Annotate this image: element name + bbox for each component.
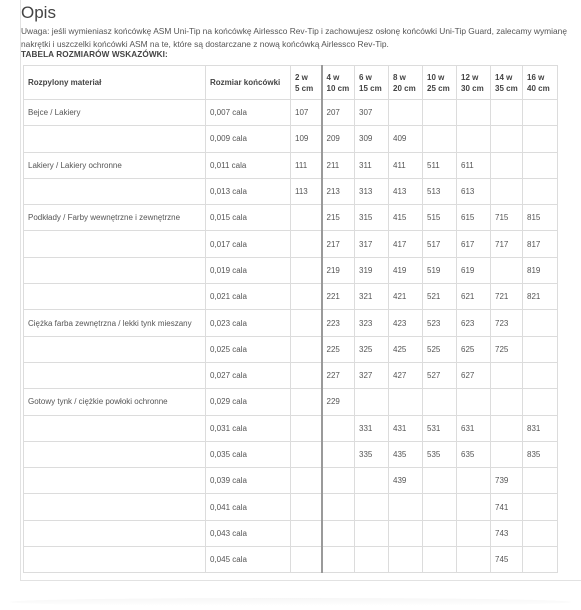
tip-code-cell <box>355 468 389 494</box>
header-col-14w: 14 w 35 cm <box>491 66 523 100</box>
material-cell <box>24 520 206 546</box>
tip-code-cell: 631 <box>457 415 491 441</box>
tip-code-cell: 435 <box>389 441 423 467</box>
tip-code-cell: 519 <box>423 257 457 283</box>
tip-code-cell: 431 <box>389 415 423 441</box>
material-cell <box>24 468 206 494</box>
table-row <box>24 231 558 257</box>
tip-code-cell: 413 <box>389 178 423 204</box>
material-cell: Bejce / Lakiery <box>24 100 206 126</box>
tip-code-cell <box>423 389 457 415</box>
tip-size-cell: 0,027 cala <box>206 362 291 388</box>
tip-code-cell <box>523 389 558 415</box>
tip-size-cell: 0,043 cala <box>206 520 291 546</box>
table-row <box>24 547 558 573</box>
tip-code-cell <box>523 468 558 494</box>
tip-code-cell <box>457 126 491 152</box>
tip-code-cell <box>491 152 523 178</box>
tip-code-cell: 331 <box>355 415 389 441</box>
header-col-16w: 16 w 40 cm <box>523 66 558 100</box>
tip-code-cell: 335 <box>355 441 389 467</box>
tip-code-cell <box>523 520 558 546</box>
tip-size-cell: 0,007 cala <box>206 100 291 126</box>
tip-code-cell: 835 <box>523 441 558 467</box>
table-row <box>24 178 558 204</box>
tip-code-cell: 319 <box>355 257 389 283</box>
tip-code-cell <box>291 520 322 546</box>
tip-code-cell <box>291 441 322 467</box>
tip-size-cell: 0,045 cala <box>206 547 291 573</box>
tip-size-cell: 0,023 cala <box>206 310 291 336</box>
material-cell <box>24 126 206 152</box>
tip-code-cell <box>322 520 355 546</box>
table-header-row <box>24 66 558 100</box>
tip-code-cell: 831 <box>523 415 558 441</box>
tip-code-cell <box>457 100 491 126</box>
tip-code-cell: 221 <box>322 284 355 310</box>
tip-code-cell: 515 <box>423 205 457 231</box>
tip-code-cell: 415 <box>389 205 423 231</box>
tip-code-cell: 417 <box>389 231 423 257</box>
material-cell: Lakiery / Lakiery ochronne <box>24 152 206 178</box>
tip-code-cell <box>291 362 322 388</box>
tip-code-cell: 225 <box>322 336 355 362</box>
header-col-4w: 4 w 10 cm <box>322 66 355 100</box>
header-col-12w: 12 w 30 cm <box>457 66 491 100</box>
tip-code-cell: 715 <box>491 205 523 231</box>
tip-code-cell: 513 <box>423 178 457 204</box>
table-caption: TABELA ROZMIARÓW WSKAZÓWKI: <box>21 50 168 59</box>
tip-code-cell <box>523 126 558 152</box>
tip-code-cell <box>523 494 558 520</box>
tip-code-cell <box>491 100 523 126</box>
description-note: Uwaga: jeśli wymieniasz końcówkę ASM Uni-Tip na końcówkę Airlessco Rev-Tip i zachowujesz osłonę końcówki Uni-Tip Guard, zalecamy wymianę nakrętki i uszczelki końcówki ASM na te, które są dostarczane z nową końcówką Airlessco Rev-Tip. <box>21 26 567 49</box>
tip-size-table <box>23 65 558 573</box>
tip-code-cell: 721 <box>491 284 523 310</box>
tip-code-cell <box>322 547 355 573</box>
tip-size-cell: 0,009 cala <box>206 126 291 152</box>
table-body <box>24 100 558 573</box>
tip-code-cell: 725 <box>491 336 523 362</box>
table-row <box>24 284 558 310</box>
tip-code-cell <box>291 415 322 441</box>
tip-code-cell <box>457 389 491 415</box>
material-cell <box>24 178 206 204</box>
tip-size-cell: 0,029 cala <box>206 389 291 415</box>
page-shadow <box>10 598 571 606</box>
tip-code-cell: 317 <box>355 231 389 257</box>
table-row <box>24 441 558 467</box>
tip-code-cell <box>355 547 389 573</box>
table-row <box>24 152 558 178</box>
tip-code-cell <box>491 178 523 204</box>
tip-size-cell: 0,041 cala <box>206 494 291 520</box>
table-row <box>24 257 558 283</box>
tip-code-cell: 109 <box>291 126 322 152</box>
tip-code-cell <box>291 257 322 283</box>
tip-code-cell <box>291 494 322 520</box>
tip-size-cell: 0,011 cala <box>206 152 291 178</box>
table-row <box>24 205 558 231</box>
tip-code-cell <box>423 494 457 520</box>
tip-code-cell <box>491 257 523 283</box>
tip-code-cell: 107 <box>291 100 322 126</box>
tip-code-cell <box>291 468 322 494</box>
tip-code-cell <box>291 205 322 231</box>
material-cell <box>24 257 206 283</box>
tip-code-cell: 635 <box>457 441 491 467</box>
material-cell: Gotowy tynk / ciężkie powłoki ochronne <box>24 389 206 415</box>
tip-code-cell <box>423 520 457 546</box>
tip-code-cell <box>423 100 457 126</box>
tip-size-cell: 0,025 cala <box>206 336 291 362</box>
tip-code-cell <box>523 310 558 336</box>
tip-code-cell: 623 <box>457 310 491 336</box>
tip-code-cell: 229 <box>322 389 355 415</box>
tip-code-cell <box>491 126 523 152</box>
table-row <box>24 310 558 336</box>
tip-code-cell <box>322 468 355 494</box>
tip-code-cell: 521 <box>423 284 457 310</box>
tip-code-cell: 423 <box>389 310 423 336</box>
table-row <box>24 126 558 152</box>
tip-code-cell: 223 <box>322 310 355 336</box>
tip-code-cell <box>491 362 523 388</box>
tip-code-cell: 613 <box>457 178 491 204</box>
tip-code-cell: 619 <box>457 257 491 283</box>
material-cell <box>24 336 206 362</box>
tip-code-cell: 409 <box>389 126 423 152</box>
tip-code-cell: 217 <box>322 231 355 257</box>
header-col-2w: 2 w 5 cm <box>291 66 322 100</box>
tip-code-cell <box>355 494 389 520</box>
tip-code-cell: 615 <box>457 205 491 231</box>
table-row <box>24 362 558 388</box>
material-cell <box>24 284 206 310</box>
tip-size-cell: 0,017 cala <box>206 231 291 257</box>
tip-code-cell: 625 <box>457 336 491 362</box>
tip-code-cell: 821 <box>523 284 558 310</box>
table-row <box>24 494 558 520</box>
tip-code-cell: 611 <box>457 152 491 178</box>
material-cell <box>24 494 206 520</box>
tip-code-cell <box>291 310 322 336</box>
table-row <box>24 415 558 441</box>
tip-code-cell: 739 <box>491 468 523 494</box>
header-material: Rozpylony materiał <box>24 66 206 100</box>
tip-size-cell: 0,013 cala <box>206 178 291 204</box>
tip-code-cell: 321 <box>355 284 389 310</box>
tip-code-cell <box>523 178 558 204</box>
tip-code-cell <box>322 441 355 467</box>
tip-code-cell: 309 <box>355 126 389 152</box>
material-cell <box>24 441 206 467</box>
header-size: Rozmiar końcówki <box>206 66 291 100</box>
tip-code-cell <box>457 547 491 573</box>
tip-size-cell: 0,021 cala <box>206 284 291 310</box>
tip-code-cell <box>322 494 355 520</box>
tip-code-cell <box>389 389 423 415</box>
tip-code-cell: 439 <box>389 468 423 494</box>
header-col-6w: 6 w 15 cm <box>355 66 389 100</box>
tip-code-cell: 227 <box>322 362 355 388</box>
tip-code-cell <box>491 389 523 415</box>
tip-code-cell <box>291 231 322 257</box>
tip-code-cell: 209 <box>322 126 355 152</box>
tip-code-cell: 315 <box>355 205 389 231</box>
material-cell <box>24 547 206 573</box>
tip-code-cell: 517 <box>423 231 457 257</box>
tip-code-cell <box>355 389 389 415</box>
tip-code-cell: 427 <box>389 362 423 388</box>
table-row <box>24 389 558 415</box>
tip-code-cell: 717 <box>491 231 523 257</box>
table-row <box>24 468 558 494</box>
tip-code-cell: 213 <box>322 178 355 204</box>
tip-code-cell <box>523 152 558 178</box>
tip-code-cell: 525 <box>423 336 457 362</box>
table-row <box>24 336 558 362</box>
tip-code-cell <box>291 336 322 362</box>
header-col-8w: 8 w 20 cm <box>389 66 423 100</box>
tip-code-cell: 313 <box>355 178 389 204</box>
tip-code-cell <box>389 494 423 520</box>
tip-code-cell: 627 <box>457 362 491 388</box>
table-row <box>24 520 558 546</box>
tip-code-cell: 819 <box>523 257 558 283</box>
tip-code-cell: 307 <box>355 100 389 126</box>
tip-size-cell: 0,039 cala <box>206 468 291 494</box>
tip-code-cell <box>523 336 558 362</box>
tip-code-cell <box>523 547 558 573</box>
tip-code-cell <box>457 520 491 546</box>
tip-code-cell: 207 <box>322 100 355 126</box>
tip-code-cell: 421 <box>389 284 423 310</box>
tip-code-cell: 419 <box>389 257 423 283</box>
tip-code-cell <box>389 100 423 126</box>
tip-code-cell <box>457 468 491 494</box>
material-cell <box>24 415 206 441</box>
tip-size-cell: 0,031 cala <box>206 415 291 441</box>
tip-code-cell <box>523 100 558 126</box>
tip-code-cell: 311 <box>355 152 389 178</box>
tip-code-cell: 535 <box>423 441 457 467</box>
tip-code-cell <box>291 547 322 573</box>
tip-size-cell: 0,015 cala <box>206 205 291 231</box>
material-cell: Ciężka farba zewnętrzna / lekki tynk mieszany <box>24 310 206 336</box>
tip-size-cell: 0,035 cala <box>206 441 291 467</box>
tip-code-cell <box>491 415 523 441</box>
tip-code-cell: 527 <box>423 362 457 388</box>
tip-code-cell: 327 <box>355 362 389 388</box>
tip-code-cell <box>322 415 355 441</box>
tip-code-cell: 411 <box>389 152 423 178</box>
tip-code-cell <box>291 389 322 415</box>
tip-code-cell: 745 <box>491 547 523 573</box>
tip-code-cell: 425 <box>389 336 423 362</box>
tip-code-cell: 111 <box>291 152 322 178</box>
tip-code-cell: 323 <box>355 310 389 336</box>
tip-code-cell <box>423 547 457 573</box>
tip-code-cell <box>523 362 558 388</box>
material-cell <box>24 362 206 388</box>
tip-code-cell: 617 <box>457 231 491 257</box>
tip-code-cell: 511 <box>423 152 457 178</box>
tip-code-cell <box>355 520 389 546</box>
tip-code-cell: 621 <box>457 284 491 310</box>
tip-code-cell: 817 <box>523 231 558 257</box>
tip-code-cell: 113 <box>291 178 322 204</box>
tip-code-cell <box>491 441 523 467</box>
tip-code-cell <box>389 520 423 546</box>
page-title: Opis <box>21 3 56 22</box>
tip-code-cell: 325 <box>355 336 389 362</box>
tip-code-cell <box>423 126 457 152</box>
tip-code-cell: 219 <box>322 257 355 283</box>
tip-code-cell <box>457 494 491 520</box>
tip-code-cell: 211 <box>322 152 355 178</box>
tip-code-cell: 723 <box>491 310 523 336</box>
header-col-10w: 10 w 25 cm <box>423 66 457 100</box>
tip-code-cell: 215 <box>322 205 355 231</box>
tip-code-cell: 815 <box>523 205 558 231</box>
tip-code-cell: 741 <box>491 494 523 520</box>
tip-code-cell <box>291 284 322 310</box>
tip-size-cell: 0,019 cala <box>206 257 291 283</box>
tip-code-cell: 743 <box>491 520 523 546</box>
tip-code-cell <box>389 547 423 573</box>
material-cell <box>24 231 206 257</box>
tip-code-cell: 523 <box>423 310 457 336</box>
tip-code-cell <box>423 468 457 494</box>
table-row <box>24 100 558 126</box>
tip-code-cell: 531 <box>423 415 457 441</box>
material-cell: Podkłady / Farby wewnętrzne i zewnętrzne <box>24 205 206 231</box>
